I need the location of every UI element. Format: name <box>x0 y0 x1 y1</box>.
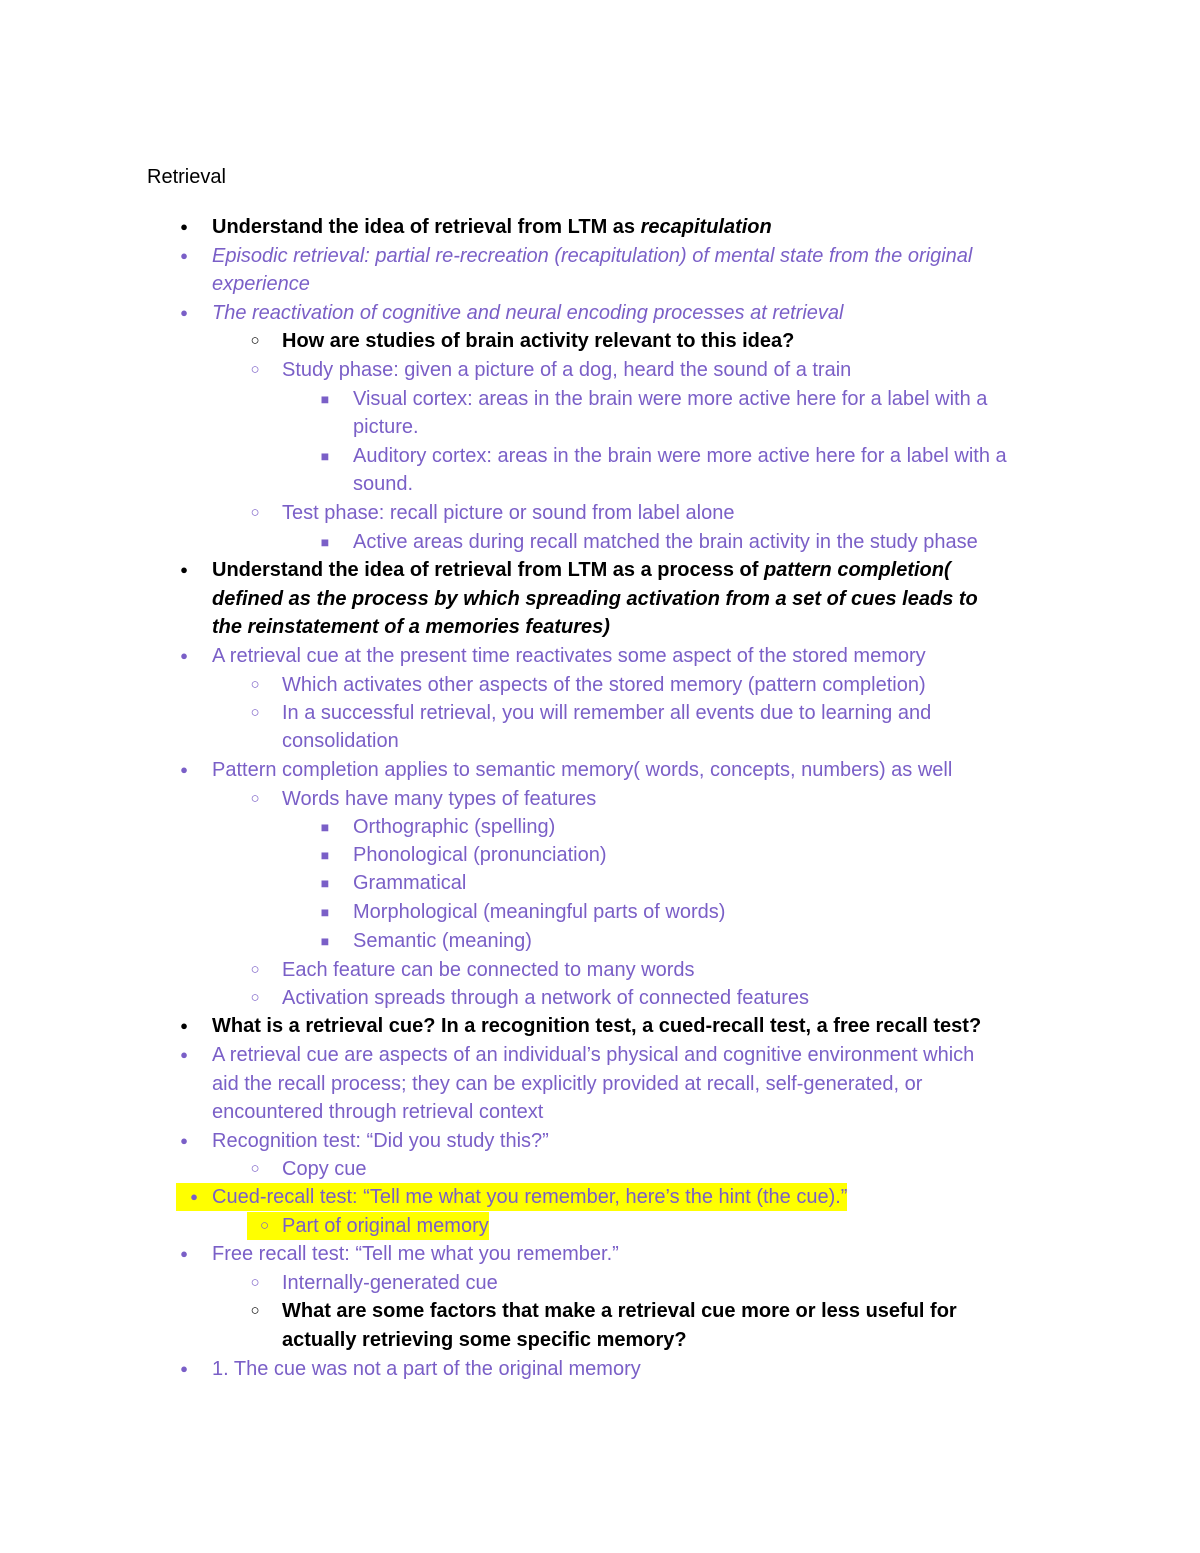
bullet-icon: ○ <box>250 361 260 378</box>
bullet-icon: ● <box>180 562 188 577</box>
answer-text: Copy cue <box>282 1158 367 1180</box>
bullet-icon: ■ <box>320 904 330 920</box>
answer-text: A retrieval cue are aspects of an individual’s physical and cognitive environment which <box>212 1044 975 1066</box>
bullet-icon: ○ <box>250 1302 260 1319</box>
answer-text: Recognition test: “Did you study this?” <box>212 1130 549 1152</box>
answer-text: Test phase: recall picture or sound from label alone <box>282 502 735 524</box>
question-text: Understand the idea of retrieval from LTM as a process of pattern completion( <box>212 559 951 581</box>
answer-text: Visual cortex: areas in the brain were more active here for a label with a <box>353 388 988 410</box>
bullet-icon: ■ <box>320 391 330 407</box>
bullet-icon: ■ <box>320 847 330 863</box>
answer-text: A retrieval cue at the present time reactivates some aspect of the stored memory <box>212 645 926 667</box>
answer-text: encountered through retrieval context <box>212 1101 544 1123</box>
bullet-icon: ● <box>180 248 188 263</box>
bullet-icon: ● <box>180 1361 188 1376</box>
answer-text: sound. <box>353 473 414 495</box>
answer-text: picture. <box>353 416 419 438</box>
answer-text: The reactivation of cognitive and neural encoding processes at retrieval <box>212 302 844 324</box>
bullet-icon: ■ <box>320 875 330 891</box>
answer-text: 1. The cue was not a part of the original memory <box>212 1358 641 1380</box>
answer-text: Part of original memory <box>282 1212 489 1240</box>
question-text: How are studies of brain activity relevant to this idea? <box>282 330 795 352</box>
feature-text: Semantic (meaning) <box>353 930 532 952</box>
bullet-icon: ○ <box>250 1274 260 1291</box>
feature-text: Phonological (pronunciation) <box>353 844 607 866</box>
bullet-icon: ● <box>176 1183 212 1211</box>
answer-text: Free recall test: “Tell me what you remember.” <box>212 1243 619 1265</box>
bullet-icon: ● <box>180 648 188 663</box>
answer-text: Internally-generated cue <box>282 1272 498 1294</box>
bullet-icon: ○ <box>250 790 260 807</box>
bullet-icon: ○ <box>250 989 260 1006</box>
answer-text: Study phase: given a picture of a dog, heard the sound of a train <box>282 359 852 381</box>
feature-text: Grammatical <box>353 872 467 894</box>
question-text: the reinstatement of a memories features) <box>212 616 610 638</box>
question-text: What is a retrieval cue? In a recognition test, a cued-recall test, a free recall test? <box>212 1015 982 1037</box>
feature-text: Orthographic (spelling) <box>353 816 556 838</box>
bullet-icon: ○ <box>250 676 260 693</box>
feature-text: Morphological (meaningful parts of words) <box>353 901 726 923</box>
answer-text: Activation spreads through a network of connected features <box>282 987 809 1009</box>
bullet-icon: ○ <box>250 1160 260 1177</box>
bullet-icon: ○ <box>250 332 260 349</box>
answer-text: Pattern completion applies to semantic memory( words, concepts, numbers) as well <box>212 759 953 781</box>
answer-text: aid the recall process; they can be explicitly provided at recall, self-generated, or <box>212 1073 923 1095</box>
bullet-icon: ■ <box>320 819 330 835</box>
answer-text: Cued-recall test: “Tell me what you remember, here’s the hint (the cue).” <box>212 1183 847 1211</box>
answer-text: Words have many types of features <box>282 788 597 810</box>
bullet-icon: ○ <box>250 504 260 521</box>
bullet-icon: ● <box>180 1047 188 1062</box>
answer-text: Active areas during recall matched the brain activity in the study phase <box>353 531 978 553</box>
answer-text: Auditory cortex: areas in the brain were more active here for a label with a <box>353 445 1007 467</box>
bullet-icon: ■ <box>320 448 330 464</box>
bullet-icon: ● <box>180 762 188 777</box>
answer-text: consolidation <box>282 730 399 752</box>
answer-text: Which activates other aspects of the stored memory (pattern completion) <box>282 674 926 696</box>
bullet-icon: ● <box>180 1018 188 1033</box>
bullet-icon: ○ <box>250 704 260 721</box>
bullet-icon: ● <box>180 219 188 234</box>
answer-text: In a successful retrieval, you will remember all events due to learning and <box>282 702 932 724</box>
bullet-icon: ○ <box>250 961 260 978</box>
bullet-icon: ● <box>180 1133 188 1148</box>
question-text: actually retrieving some specific memory? <box>282 1329 687 1351</box>
question-text: Understand the idea of retrieval from LTM as recapitulation <box>212 216 772 238</box>
bullet-icon: ○ <box>247 1212 282 1240</box>
answer-text: experience <box>212 273 310 295</box>
bullet-icon: ■ <box>320 933 330 949</box>
bullet-icon: ■ <box>320 534 330 550</box>
question-text: defined as the process by which spreading activation from a set of cues leads to <box>212 588 978 610</box>
answer-text: Each feature can be connected to many words <box>282 959 695 981</box>
document-heading: Retrieval <box>147 166 226 188</box>
question-text: What are some factors that make a retrieval cue more or less useful for <box>282 1300 957 1322</box>
bullet-icon: ● <box>180 1246 188 1261</box>
bullet-icon: ● <box>180 305 188 320</box>
answer-text: Episodic retrieval: partial re-recreation (recapitulation) of mental state from the original <box>212 245 973 267</box>
